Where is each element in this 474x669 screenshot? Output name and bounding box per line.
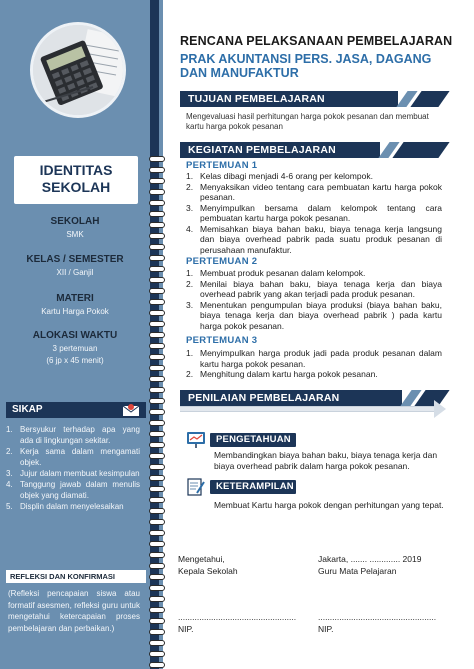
binder-ring [149, 255, 165, 261]
penilaian-heading-band [180, 390, 402, 406]
presentation-icon [186, 431, 206, 449]
pertemuan-2-title: PERTEMUAN 2 [186, 256, 258, 267]
binder-ring [149, 288, 165, 294]
signature-left-dots: .................................................. [178, 612, 297, 622]
binder-ring [149, 200, 165, 206]
band-stripe-dark [392, 142, 449, 158]
field-value-sekolah: SMK [66, 230, 84, 239]
envelope-icon [122, 403, 140, 417]
binder-ring [149, 310, 165, 316]
signature-right-line2: Guru Mata Pelajaran [318, 565, 397, 576]
pertemuan-3-list [186, 348, 442, 380]
sikap-heading: SIKAP [12, 404, 43, 415]
binder-ring [149, 343, 165, 349]
binder-rings [149, 150, 165, 669]
binder-ring [149, 629, 165, 635]
tujuan-heading: TUJUAN PEMBELAJARAN [188, 93, 325, 105]
identity-heading-line2: SEKOLAH [41, 179, 111, 195]
field-value-alokasi-detail: (6 jp x 45 menit) [46, 356, 104, 365]
field-value-materi: Kartu Harga Pokok [41, 307, 109, 316]
list-item: 1. Menyimpulkan harga produk jadi pada produk pesanan dalam kartu harga pokok pesanan. [186, 348, 442, 369]
binder-ring [149, 189, 165, 195]
field-label-alokasi: ALOKASI WAKTU [32, 330, 118, 341]
binder-ring [149, 244, 165, 250]
list-item: 1. Membuat produk pesanan dalam kelompok. [186, 268, 366, 278]
signature-left-line1: Mengetahui, [178, 554, 225, 564]
list-item: 5. Displin dalam menyelesaikan [6, 502, 124, 511]
tujuan-heading-band [180, 91, 398, 107]
arrow-divider [180, 406, 440, 412]
binder-ring [149, 607, 165, 613]
binder-ring [149, 475, 165, 481]
list-item: 2. Menghitung dalam kartu harga pokok pesanan. [186, 369, 378, 379]
binder-ring [149, 277, 165, 283]
binder-ring [149, 266, 165, 272]
binder-ring [149, 541, 165, 547]
binder-ring [149, 596, 165, 602]
kegiatan-heading: KEGIATAN PEMBELAJARAN [188, 144, 336, 156]
binder-ring [149, 376, 165, 382]
binder-ring [149, 365, 165, 371]
calculator-photo [30, 22, 126, 118]
pertemuan-1-title: PERTEMUAN 1 [186, 160, 258, 171]
signature-left-nip: NIP. [178, 624, 194, 634]
tujuan-text: Mengevaluasi hasil perhitungan harga pokok pesanan dan membuat kartu harga pokok pesanan [186, 112, 429, 131]
binder-ring [149, 618, 165, 624]
binder-ring [149, 563, 165, 569]
field-value-kelas: XII / Ganjil [56, 268, 94, 277]
pengetahuan-heading-box [210, 433, 296, 447]
binder-ring [149, 508, 165, 514]
field-label-kelas: KELAS / SEMESTER [26, 254, 124, 265]
field-label-sekolah: SEKOLAH [50, 216, 100, 227]
identity-heading-line1: IDENTITAS [39, 162, 113, 178]
penilaian-heading: PENILAIAN PEMBELAJARAN [188, 392, 340, 404]
binder-ring [149, 442, 165, 448]
subtitle-line1: PRAK AKUNTANSI PERS. JASA, DAGANG [180, 52, 432, 66]
binder-ring [149, 222, 165, 228]
keterampilan-heading-box [210, 480, 296, 494]
binder-ring [149, 497, 165, 503]
binder-ring [149, 640, 165, 646]
binder-ring [149, 299, 165, 305]
pertemuan-1-list [186, 171, 442, 255]
signature-left-line2: Kepala Sekolah [178, 565, 238, 576]
binder-ring [149, 321, 165, 327]
signature-right-dots: .................................................. [318, 612, 437, 622]
signature-right-line1: Jakarta, ....... ............. 2019 [318, 554, 422, 564]
signature-right-nip: NIP. [318, 624, 334, 634]
pengetahuan-text: Membandingkan biaya bahan baku, biaya tenaga kerja dan biaya overhead pabrik dalam harga pokok pesanan. [214, 450, 438, 471]
binder-ring [149, 156, 165, 162]
binder-ring [149, 530, 165, 536]
list-item: 1. Bersyukur terhadap apa yang ada di lingkungan sekitar. [6, 425, 140, 445]
binder-ring [149, 552, 165, 558]
binder-ring [149, 431, 165, 437]
binder-ring [149, 332, 165, 338]
keterampilan-heading: KETERAMPILAN [216, 481, 294, 492]
binder-ring [149, 519, 165, 525]
binder-ring [149, 354, 165, 360]
pengetahuan-heading: PENGETAHUAN [216, 434, 291, 445]
binder-ring [149, 167, 165, 173]
signature-right [318, 554, 421, 577]
list-item: 3. Menyimpulkan bersama dalam kelompok tentang cara pembuatan kartu harga pokok pesanan. [186, 202, 442, 223]
binder-ring [149, 464, 165, 470]
sikap-list [6, 424, 140, 512]
identity-heading-box [14, 156, 138, 204]
binder-ring [149, 585, 165, 591]
binder-ring [149, 409, 165, 415]
binder-ring [149, 486, 165, 492]
signature-left [178, 554, 238, 577]
list-item: 2. Menyaksikan video tentang cara pembuatan kartu harga pokok pesanan. [186, 181, 442, 202]
page-subtitle [180, 52, 460, 80]
list-item: 4. Memisahkan biaya bahan baku, biaya tenaga kerja langsung dan biaya overhead pabrik pada suatu produk pesanan di perusahaan manufaktur. [186, 223, 442, 255]
list-item: 2. Kerja sama dalam mengamati objek. [6, 447, 140, 467]
sikap-heading-box [6, 402, 146, 418]
list-item: 2. Menilai biaya bahan baku, biaya tenaga kerja dan biaya overhead pabrik yang akan terjadi pada produk pesanan. [186, 278, 442, 299]
list-item: 3. Menentukan pengumpulan biaya produksi (biaya bahan baku, biaya tenaga kerja dan biaya overhead pabrik ) pada kartu harga pokok pesanan. [186, 299, 442, 331]
pertemuan-2-list [186, 268, 442, 331]
field-label-materi: MATERI [56, 293, 94, 304]
binder-ring [149, 211, 165, 217]
refleksi-heading: REFLEKSI DAN KONFIRMASI [10, 572, 115, 581]
kegiatan-heading-band [180, 142, 380, 158]
refleksi-heading-box [6, 570, 146, 583]
keterampilan-text: Membuat Kartu harga pokok dengan perhitungan yang tepat. [214, 500, 444, 510]
page-title: RENCANA PELAKSANAAN PEMBELAJARAN [180, 34, 453, 48]
binder-ring [149, 398, 165, 404]
binder-ring [149, 651, 165, 657]
binder-ring [149, 420, 165, 426]
calculator-image [33, 25, 123, 115]
arrow-head [434, 400, 446, 418]
binder-ring [149, 453, 165, 459]
binder-ring [149, 387, 165, 393]
binder-ring [149, 178, 165, 184]
refleksi-text: (Refleksi pencapaian siswa atau formatif asesmen, refleksi guru untuk mengetahui ketercapaian proses pembelajaran dan perbaikan.) [8, 589, 140, 633]
subtitle-line2: DAN MANUFAKTUR [180, 66, 299, 80]
binder-ring [149, 233, 165, 239]
list-item: 1. Kelas dibagi menjadi 4-6 orang per kelompok. [186, 171, 373, 181]
pertemuan-3-title: PERTEMUAN 3 [186, 335, 258, 346]
binder-ring [149, 574, 165, 580]
field-value-alokasi: 3 pertemuan [52, 344, 98, 353]
band-stripe-dark [410, 91, 449, 107]
list-item: 3. Jujur dalam membuat kesimpulan [6, 469, 140, 478]
writing-icon [186, 478, 206, 496]
list-item: 4. Tanggung jawab dalam menulis objek yang diamati. [6, 480, 140, 500]
binder-ring [149, 662, 165, 668]
